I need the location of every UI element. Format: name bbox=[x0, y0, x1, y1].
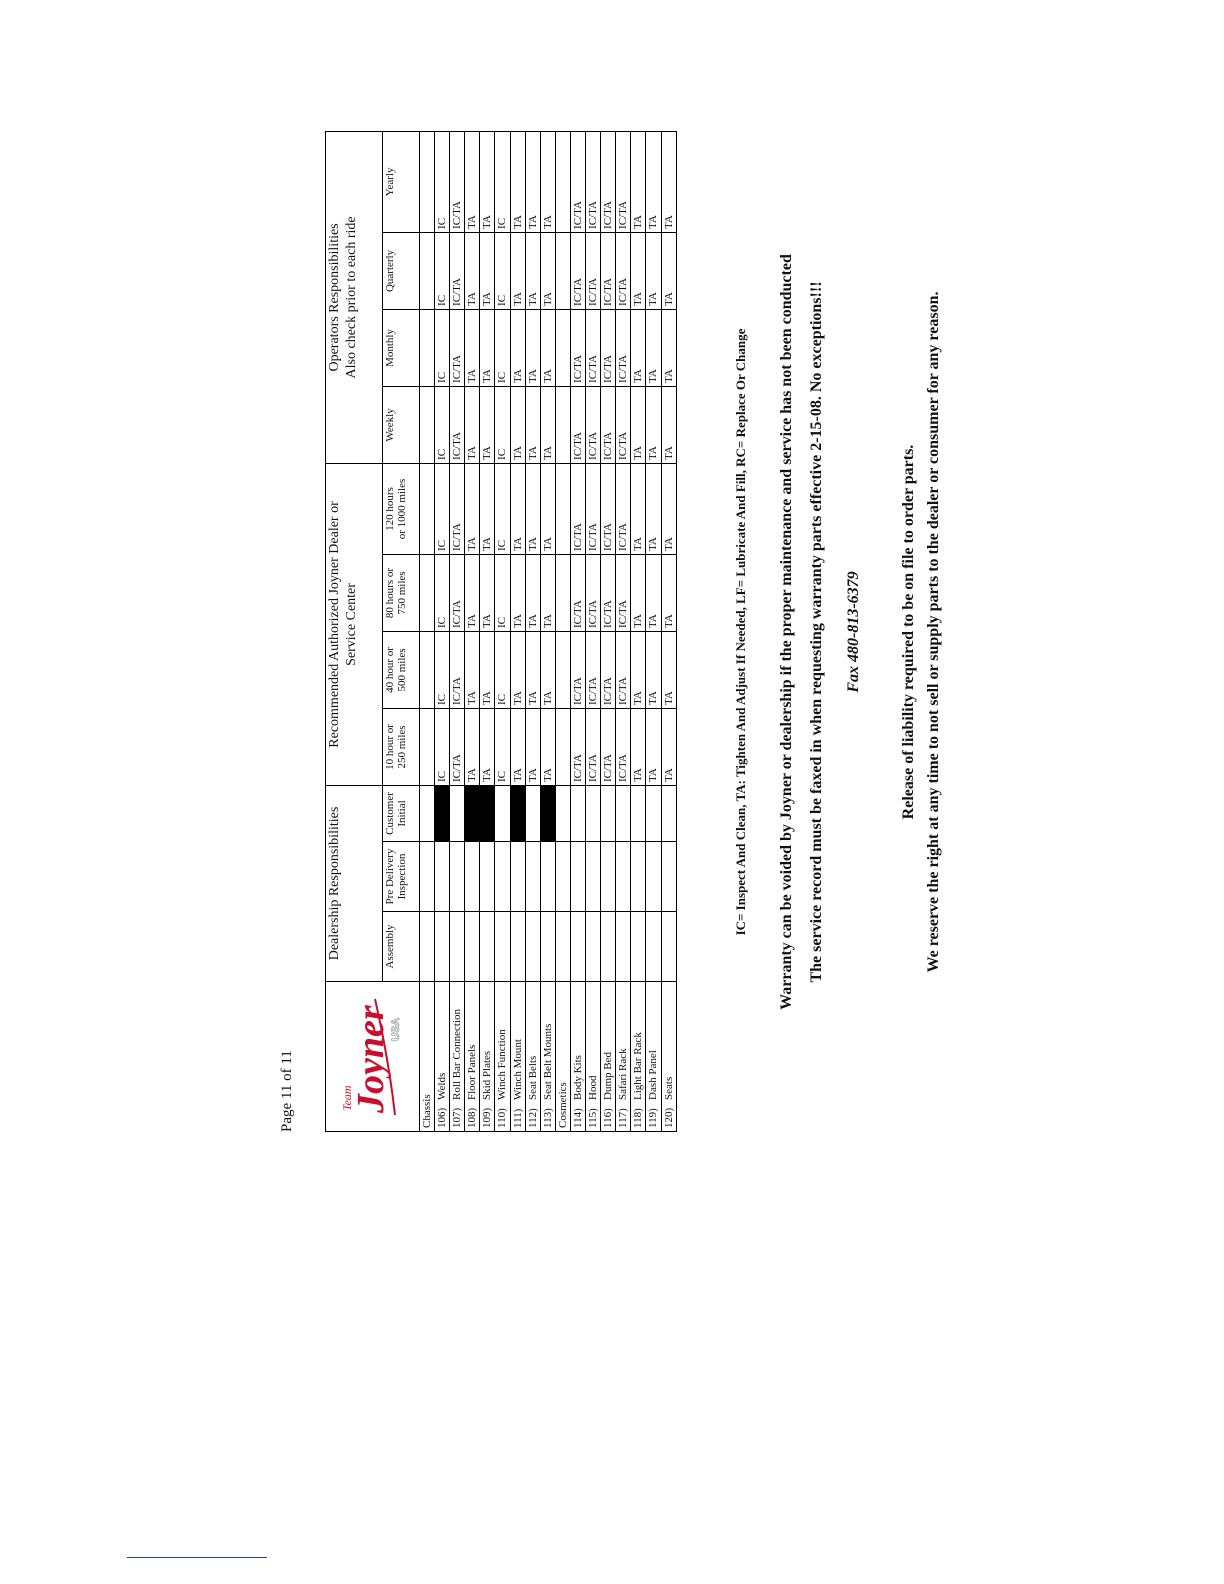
table-row bbox=[435, 131, 450, 1131]
schedule-cell: TA bbox=[631, 309, 646, 386]
schedule-cell: TA bbox=[465, 386, 480, 463]
table-row bbox=[540, 131, 555, 1131]
schedule-cell: TA bbox=[646, 309, 661, 386]
schedule-cell: IC/TA bbox=[450, 463, 465, 554]
schedule-cell: TA bbox=[465, 309, 480, 386]
table-category-row bbox=[555, 131, 570, 1131]
rotated-page-content bbox=[270, 132, 990, 1132]
empty-cell bbox=[555, 463, 570, 554]
col-80-hours: 80 hours or 750 miles bbox=[383, 555, 420, 632]
schedule-cell: IC/TA bbox=[450, 309, 465, 386]
schedule-cell: TA bbox=[465, 709, 480, 786]
item-name: Hood bbox=[587, 1075, 600, 1100]
pre-delivery-cell bbox=[586, 842, 601, 912]
schedule-cell: TA bbox=[480, 131, 495, 232]
schedule-cell: IC/TA bbox=[586, 555, 601, 632]
item-name: Seat Belts bbox=[526, 1055, 539, 1100]
schedule-cell: TA bbox=[525, 386, 540, 463]
schedule-cell: TA bbox=[540, 709, 555, 786]
empty-cell bbox=[555, 912, 570, 982]
empty-cell bbox=[420, 709, 435, 786]
schedule-cell: TA bbox=[540, 386, 555, 463]
assembly-cell bbox=[450, 912, 465, 982]
schedule-cell: IC/TA bbox=[616, 131, 631, 232]
item-cell bbox=[480, 982, 495, 1132]
schedule-cell: IC bbox=[435, 309, 450, 386]
customer-initial-cell bbox=[646, 786, 661, 842]
schedule-cell: TA bbox=[646, 709, 661, 786]
empty-cell bbox=[420, 386, 435, 463]
item-number: 109) bbox=[481, 1107, 494, 1128]
item-number: 116) bbox=[602, 1108, 615, 1128]
schedule-cell: TA bbox=[661, 232, 676, 309]
empty-cell bbox=[555, 555, 570, 632]
col-quarterly: Quarterly bbox=[383, 232, 420, 309]
empty-cell bbox=[420, 463, 435, 554]
item-cell bbox=[616, 982, 631, 1132]
item-name: Floor Panels bbox=[466, 1044, 479, 1100]
schedule-cell: TA bbox=[646, 131, 661, 232]
pre-delivery-cell bbox=[601, 842, 616, 912]
schedule-cell: IC/TA bbox=[586, 709, 601, 786]
schedule-cell: TA bbox=[661, 131, 676, 232]
pre-delivery-cell bbox=[495, 842, 510, 912]
empty-cell bbox=[555, 842, 570, 912]
customer-initial-cell bbox=[661, 786, 676, 842]
schedule-cell: TA bbox=[510, 709, 525, 786]
schedule-cell: IC bbox=[435, 232, 450, 309]
item-number: 115) bbox=[587, 1108, 600, 1128]
item-number: 111) bbox=[511, 1108, 524, 1128]
schedule-cell: IC/TA bbox=[601, 709, 616, 786]
table-body bbox=[420, 131, 677, 1131]
table-row bbox=[450, 131, 465, 1131]
item-cell bbox=[601, 982, 616, 1132]
item-name: Skid Plates bbox=[481, 1050, 494, 1100]
schedule-cell: TA bbox=[525, 309, 540, 386]
schedule-cell: IC/TA bbox=[601, 386, 616, 463]
item-cell bbox=[435, 982, 450, 1132]
schedule-cell: IC bbox=[495, 131, 510, 232]
assembly-cell bbox=[435, 912, 450, 982]
customer-initial-cell bbox=[601, 786, 616, 842]
schedule-cell: IC bbox=[495, 555, 510, 632]
empty-cell bbox=[420, 131, 435, 232]
assembly-cell bbox=[661, 912, 676, 982]
assembly-cell bbox=[586, 912, 601, 982]
schedule-cell: IC/TA bbox=[601, 309, 616, 386]
table-row bbox=[646, 131, 661, 1131]
schedule-cell: TA bbox=[510, 232, 525, 309]
item-cell bbox=[661, 982, 676, 1132]
item-cell bbox=[540, 982, 555, 1132]
schedule-cell: TA bbox=[661, 555, 676, 632]
assembly-cell bbox=[601, 912, 616, 982]
svg-text:Team: Team bbox=[339, 1085, 354, 1112]
schedule-cell: TA bbox=[480, 632, 495, 709]
empty-cell bbox=[420, 632, 435, 709]
schedule-cell: IC bbox=[495, 309, 510, 386]
schedule-cell: TA bbox=[465, 463, 480, 554]
schedule-cell: TA bbox=[631, 555, 646, 632]
schedule-cell: IC/TA bbox=[570, 632, 585, 709]
schedule-cell: TA bbox=[631, 463, 646, 554]
schedule-cell: TA bbox=[646, 632, 661, 709]
schedule-cell: TA bbox=[631, 632, 646, 709]
assembly-cell bbox=[646, 912, 661, 982]
customer-initial-cell bbox=[570, 786, 585, 842]
schedule-cell: TA bbox=[646, 232, 661, 309]
item-number: 107) bbox=[451, 1107, 464, 1128]
schedule-cell: TA bbox=[480, 555, 495, 632]
schedule-cell: TA bbox=[631, 386, 646, 463]
logo-cell bbox=[326, 982, 420, 1132]
assembly-cell bbox=[540, 912, 555, 982]
pre-delivery-cell bbox=[525, 842, 540, 912]
schedule-cell: TA bbox=[646, 386, 661, 463]
customer-initial-cell bbox=[450, 786, 465, 842]
pre-delivery-cell bbox=[616, 842, 631, 912]
table-row bbox=[661, 131, 676, 1131]
category-label: Cosmetics bbox=[555, 982, 570, 1132]
schedule-cell: IC bbox=[435, 632, 450, 709]
schedule-cell: IC/TA bbox=[616, 632, 631, 709]
joyner-logo bbox=[329, 992, 411, 1122]
schedule-cell: IC/TA bbox=[450, 386, 465, 463]
dealership-group-header: Dealership Responsibilities bbox=[326, 786, 383, 982]
col-10-hour: 10 hour or 250 miles bbox=[383, 709, 420, 786]
schedule-cell: IC/TA bbox=[450, 555, 465, 632]
schedule-cell: TA bbox=[480, 463, 495, 554]
customer-initial-cell bbox=[510, 786, 525, 842]
schedule-cell: TA bbox=[465, 131, 480, 232]
footer-rule bbox=[127, 1557, 267, 1558]
schedule-cell: IC/TA bbox=[616, 309, 631, 386]
schedule-cell: TA bbox=[510, 555, 525, 632]
schedule-cell: TA bbox=[661, 632, 676, 709]
schedule-cell: IC/TA bbox=[586, 131, 601, 232]
schedule-cell: IC/TA bbox=[570, 555, 585, 632]
empty-cell bbox=[420, 786, 435, 842]
assembly-cell bbox=[570, 912, 585, 982]
col-yearly: Yearly bbox=[383, 131, 420, 232]
schedule-cell: IC/TA bbox=[570, 709, 585, 786]
category-label: Chassis bbox=[420, 982, 435, 1132]
assembly-cell bbox=[495, 912, 510, 982]
empty-cell bbox=[555, 131, 570, 232]
customer-initial-cell bbox=[465, 786, 480, 842]
table-row bbox=[495, 131, 510, 1131]
schedule-cell: IC/TA bbox=[570, 131, 585, 232]
col-weekly: Weekly bbox=[383, 386, 420, 463]
table-row bbox=[631, 131, 646, 1131]
schedule-cell: IC bbox=[495, 232, 510, 309]
empty-cell bbox=[555, 786, 570, 842]
item-name: Dash Panel bbox=[647, 1050, 660, 1100]
schedule-cell: IC/TA bbox=[616, 555, 631, 632]
schedule-cell: TA bbox=[525, 709, 540, 786]
assembly-cell bbox=[510, 912, 525, 982]
assembly-cell bbox=[465, 912, 480, 982]
item-name: Roll Bar Connection bbox=[451, 1008, 464, 1100]
schedule-cell: TA bbox=[646, 463, 661, 554]
empty-cell bbox=[555, 386, 570, 463]
assembly-cell bbox=[480, 912, 495, 982]
release-of-liability-notice: Release of liability required to be on file to order parts. bbox=[900, 444, 917, 820]
schedule-cell: IC/TA bbox=[586, 632, 601, 709]
customer-initial-cell bbox=[495, 786, 510, 842]
schedule-cell: TA bbox=[525, 232, 540, 309]
schedule-cell: TA bbox=[510, 463, 525, 554]
schedule-cell: IC/TA bbox=[601, 632, 616, 709]
schedule-cell: TA bbox=[540, 555, 555, 632]
col-120-hours: 120 hours or 1000 miles bbox=[383, 463, 420, 554]
schedule-cell: IC bbox=[435, 131, 450, 232]
schedule-cell: IC/TA bbox=[601, 555, 616, 632]
schedule-cell: TA bbox=[646, 555, 661, 632]
schedule-cell: IC bbox=[495, 709, 510, 786]
item-number: 112) bbox=[526, 1108, 539, 1128]
schedule-cell: TA bbox=[661, 386, 676, 463]
schedule-cell: TA bbox=[480, 709, 495, 786]
customer-initial-cell bbox=[631, 786, 646, 842]
schedule-cell: IC/TA bbox=[586, 232, 601, 309]
item-name: Winch Mount bbox=[511, 1039, 524, 1100]
schedule-cell: IC/TA bbox=[616, 232, 631, 309]
schedule-cell: IC/TA bbox=[601, 232, 616, 309]
assembly-cell bbox=[616, 912, 631, 982]
pre-delivery-cell bbox=[480, 842, 495, 912]
schedule-cell: IC/TA bbox=[450, 632, 465, 709]
schedule-cell: TA bbox=[540, 131, 555, 232]
empty-cell bbox=[420, 555, 435, 632]
item-number: 119) bbox=[647, 1108, 660, 1128]
schedule-cell: TA bbox=[540, 309, 555, 386]
schedule-cell: TA bbox=[631, 709, 646, 786]
schedule-cell: TA bbox=[465, 632, 480, 709]
svg-text:Joyner: Joyner bbox=[349, 1005, 392, 1114]
schedule-cell: IC bbox=[495, 463, 510, 554]
customer-initial-cell bbox=[525, 786, 540, 842]
pre-delivery-cell bbox=[450, 842, 465, 912]
pre-delivery-cell bbox=[661, 842, 676, 912]
schedule-cell: TA bbox=[510, 632, 525, 709]
item-cell bbox=[510, 982, 525, 1132]
schedule-cell: TA bbox=[465, 232, 480, 309]
schedule-cell: TA bbox=[480, 309, 495, 386]
fax-number: Fax 480-813-6379 bbox=[845, 571, 862, 693]
schedule-cell: TA bbox=[661, 309, 676, 386]
schedule-cell: IC bbox=[495, 632, 510, 709]
schedule-cell: IC/TA bbox=[570, 386, 585, 463]
table-row bbox=[601, 131, 616, 1131]
item-cell bbox=[646, 982, 661, 1132]
table-row bbox=[480, 131, 495, 1131]
empty-cell bbox=[555, 309, 570, 386]
item-name: Light Bar Rack bbox=[632, 1032, 645, 1100]
pre-delivery-cell bbox=[646, 842, 661, 912]
schedule-cell: TA bbox=[525, 555, 540, 632]
customer-initial-cell bbox=[540, 786, 555, 842]
schedule-cell: IC/TA bbox=[570, 463, 585, 554]
schedule-cell: TA bbox=[540, 232, 555, 309]
schedule-cell: TA bbox=[510, 386, 525, 463]
schedule-cell: TA bbox=[480, 232, 495, 309]
empty-cell bbox=[420, 912, 435, 982]
item-name: Seat Belt Mounts bbox=[541, 1023, 554, 1100]
assembly-cell bbox=[631, 912, 646, 982]
item-number: 108) bbox=[466, 1107, 479, 1128]
schedule-cell: IC/TA bbox=[601, 463, 616, 554]
svg-text:USA: USA bbox=[389, 1018, 402, 1042]
item-cell bbox=[495, 982, 510, 1132]
schedule-cell: TA bbox=[631, 232, 646, 309]
table-category-row bbox=[420, 131, 435, 1131]
schedule-cell: TA bbox=[525, 463, 540, 554]
pre-delivery-cell bbox=[435, 842, 450, 912]
schedule-cell: TA bbox=[540, 632, 555, 709]
item-cell bbox=[525, 982, 540, 1132]
item-name: Winch Function bbox=[496, 1029, 509, 1100]
table-row bbox=[510, 131, 525, 1131]
schedule-cell: IC bbox=[435, 555, 450, 632]
schedule-cell: IC/TA bbox=[616, 386, 631, 463]
empty-cell bbox=[555, 632, 570, 709]
table-row bbox=[616, 131, 631, 1131]
schedule-cell: IC/TA bbox=[450, 709, 465, 786]
item-number: 114) bbox=[571, 1108, 584, 1128]
empty-cell bbox=[420, 842, 435, 912]
customer-initial-cell bbox=[586, 786, 601, 842]
table-row bbox=[465, 131, 480, 1131]
empty-cell bbox=[420, 309, 435, 386]
page-number: Page 11 of 11 bbox=[279, 1050, 295, 1132]
service-record-notice: The service record must be faxed in when requesting warranty parts effective 2-15-08. No exceptions!!! bbox=[808, 281, 825, 983]
schedule-cell: IC bbox=[435, 463, 450, 554]
item-cell bbox=[450, 982, 465, 1132]
item-name: Body Kits bbox=[571, 1055, 584, 1100]
legend-text: IC= Inspect And Clean, TA: Tighten And Adjust If Needed, LF= Lubricate And Fill, RC= Replace Or Change bbox=[733, 328, 748, 936]
schedule-cell: TA bbox=[661, 463, 676, 554]
warranty-notice: Warranty can be voided by Joyner or dealership if the proper maintenance and service has not been conducted bbox=[778, 254, 795, 1010]
col-40-hour: 40 hour or 500 miles bbox=[383, 632, 420, 709]
customer-initial-cell bbox=[480, 786, 495, 842]
item-number: 118) bbox=[632, 1108, 645, 1128]
col-pre-delivery-inspection: Pre Delivery Inspection bbox=[383, 842, 420, 912]
col-monthly: Monthly bbox=[383, 309, 420, 386]
schedule-cell: IC/TA bbox=[450, 232, 465, 309]
operators-group-header: Operators Responsibilities Also check prior to each ride bbox=[326, 131, 383, 463]
schedule-cell: TA bbox=[465, 555, 480, 632]
item-cell bbox=[586, 982, 601, 1132]
table-row bbox=[525, 131, 540, 1131]
item-name: Welds bbox=[436, 1072, 449, 1100]
maintenance-schedule-table bbox=[325, 131, 677, 1132]
schedule-cell: TA bbox=[525, 131, 540, 232]
schedule-cell: IC/TA bbox=[570, 309, 585, 386]
schedule-cell: IC/TA bbox=[601, 131, 616, 232]
schedule-cell: IC/TA bbox=[586, 309, 601, 386]
item-name: Dump Bed bbox=[602, 1052, 615, 1100]
schedule-cell: IC/TA bbox=[586, 463, 601, 554]
pre-delivery-cell bbox=[631, 842, 646, 912]
table-row bbox=[570, 131, 585, 1131]
schedule-cell: IC bbox=[495, 386, 510, 463]
schedule-cell: IC/TA bbox=[616, 709, 631, 786]
schedule-cell: TA bbox=[525, 632, 540, 709]
empty-cell bbox=[555, 232, 570, 309]
recommended-group-header: Recommended Authorized Joyner Dealer or Service Center bbox=[326, 463, 383, 785]
schedule-cell: IC/TA bbox=[616, 463, 631, 554]
item-number: 120) bbox=[662, 1107, 675, 1128]
customer-initial-cell bbox=[616, 786, 631, 842]
item-name: Safari Rack bbox=[617, 1048, 630, 1100]
schedule-cell: TA bbox=[540, 463, 555, 554]
item-number: 110) bbox=[496, 1108, 509, 1128]
item-cell bbox=[570, 982, 585, 1132]
reserve-right-notice: We reserve the right at any time to not sell or supply parts to the dealer or consumer for any reason. bbox=[925, 291, 942, 973]
pre-delivery-cell bbox=[540, 842, 555, 912]
table-row bbox=[586, 131, 601, 1131]
col-customer-initial: Customer Initial bbox=[383, 786, 420, 842]
pre-delivery-cell bbox=[570, 842, 585, 912]
customer-initial-cell bbox=[435, 786, 450, 842]
schedule-cell: IC/TA bbox=[586, 386, 601, 463]
pre-delivery-cell bbox=[465, 842, 480, 912]
schedule-cell: TA bbox=[631, 131, 646, 232]
schedule-cell: TA bbox=[510, 131, 525, 232]
empty-cell bbox=[555, 709, 570, 786]
item-number: 113) bbox=[541, 1108, 554, 1128]
item-cell bbox=[631, 982, 646, 1132]
schedule-cell: TA bbox=[480, 386, 495, 463]
assembly-cell bbox=[525, 912, 540, 982]
schedule-cell: IC/TA bbox=[450, 131, 465, 232]
item-number: 117) bbox=[617, 1108, 630, 1128]
empty-cell bbox=[420, 232, 435, 309]
item-cell bbox=[465, 982, 480, 1132]
schedule-cell: IC bbox=[435, 709, 450, 786]
col-assembly: Assembly bbox=[383, 912, 420, 982]
pre-delivery-cell bbox=[510, 842, 525, 912]
schedule-cell: IC/TA bbox=[570, 232, 585, 309]
schedule-cell: IC bbox=[435, 386, 450, 463]
item-name: Seats bbox=[662, 1076, 675, 1100]
item-number: 106) bbox=[436, 1107, 449, 1128]
schedule-cell: TA bbox=[510, 309, 525, 386]
schedule-cell: TA bbox=[661, 709, 676, 786]
